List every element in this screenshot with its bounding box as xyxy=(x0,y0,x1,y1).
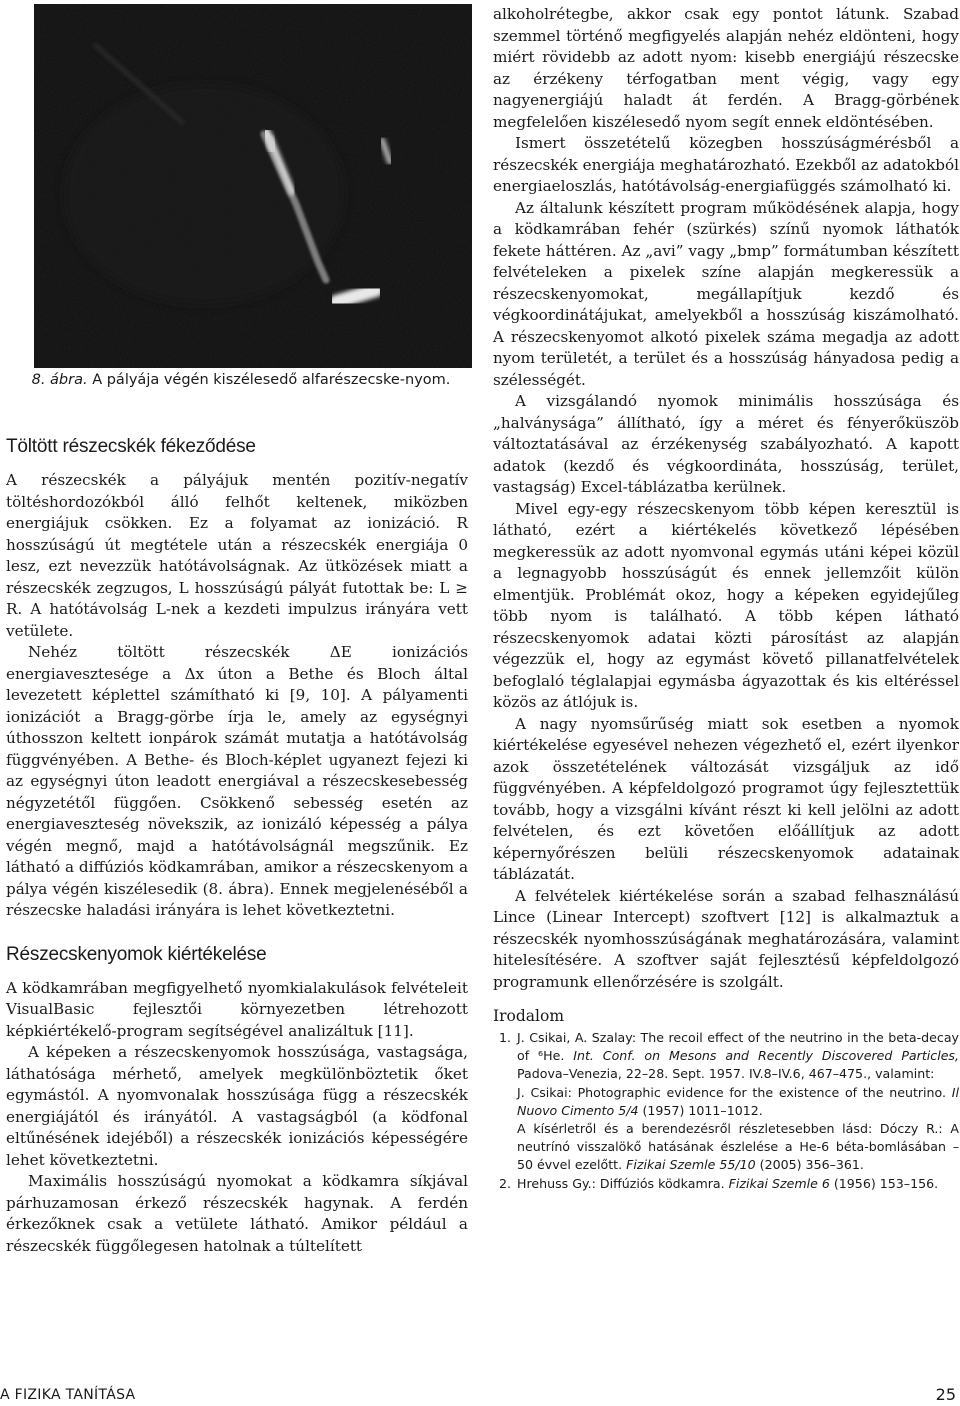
reference-source: Int. Conf. on Mesons and Recently Discovered Particles, xyxy=(573,1048,960,1064)
reference-source: Il Nuovo Cimento 5/4 xyxy=(517,1084,959,1118)
reference-item xyxy=(493,1029,959,1084)
reference-text: A kísérletről és a berendezésről részletesebben lásd: Dóczy R.: A neutrínó visszalökő hatásának észlelése a He-6 béta-bomlásában – 50 évvel ezelőtt. xyxy=(517,1121,959,1173)
section-heading-evaluation: Részecskenyomok kiértékelése xyxy=(6,943,267,965)
paragraph: Mivel egy-egy részecskenyom több képen keresztül is látható, ezért a kiértékelés következő lépésében megkeressük az adott nyomvonal egymás utáni képei közül a legnagyobb hosszúságút és ennek jellemzőit külön elmentjük. Problémát okoz, hogy a képeken egyidejűleg több nyom is található. A több képen látható részecskenyomok adatai közti párosítást az alapján végezzük el, hogy az egymást követő pillanatfelvételek befoglaló téglalapjai egymásba ágyazottak és kis eltéréssel közös az átlójuk is. xyxy=(493,499,959,711)
reference-text: J. Csikai: Photographic evidence for the existence of the neutrino. xyxy=(517,1084,952,1100)
reference-text: (2005) 356–361. xyxy=(755,1157,864,1173)
paragraph: A vizsgálandó nyomok minimális hosszúsága és „halványsága” állítható, így a méret és fényerőküszöb változtatásával az érzékenység szabályozható. A kapott adatok (kezdő és végkoordináta, hosszúság, terület, vastagság) Excel-táblázatba kerülnek. xyxy=(493,392,959,496)
alpha-track-image xyxy=(34,4,472,368)
right-column xyxy=(493,4,959,1193)
reference-number: 2. xyxy=(499,1175,512,1191)
reference-item xyxy=(493,1175,959,1193)
paragraph: Nehéz töltött részecskék ΔE ionizációs energiavesztesége a Δx úton a Bethe és Bloch által levezetett képlettel számítható ki [9, 10]. A pályamenti ionizációt a Bragg-görbe írja le, amely az egységnyi úthosszon keltett ionpárok számát mutatja a hatótávolság függvényében. A Bethe- és Bloch-képlet ugyanezt fejezi ki az egységnyi úton leadott energiával a részecskesebesség négyzetétől függően. Csökkenő sebesség esetén az energiaveszteség növekszik, az ionizáló képesség a pálya végén megnő, majd a hatótávolságnál megszűnik. Ez látható a diffúziós ködkamrában, amikor a részecskenyom a pálya végén kiszélesedik (8. ábra). Ennek megjelenéséből a részecske haladási irányára is lehet következtetni. xyxy=(6,643,468,919)
paragraph: Az általunk készített program működésének alapja, hogy a ködkamrában fehér (szürkés) színű nyomok láthatók fekete háttéren. Az „avi” vagy „bmp” formátumban készített felvételeken a pixelek színe alapján megkeressük a részecskenyomokat, megállapítjuk kezdő és végkoordinátájukat, amelyekből a hosszúság kiszámolható. A részecskenyomot alkotó pixelek száma megadja az adott nyom területét, a terület és a hosszúság hányadosa pedig a szélességét. xyxy=(493,198,959,389)
reference-source: Fizikai Szemle 6 xyxy=(728,1175,830,1191)
reference-subitem xyxy=(493,1120,959,1175)
left-text-block xyxy=(6,436,468,1257)
reference-text: (1956) 153–156. xyxy=(829,1175,939,1191)
reference-source: Fizikai Szemle 55/10 xyxy=(626,1157,756,1173)
paragraph: alkoholrétegbe, akkor csak egy pontot látunk. Szabad szemmel történő megfigyelés alapján nehéz eldönteni, hogy miért rövidebb az adott nyom: kisebb energiájú részecske az érzékeny térfogatban ment végig, vagy egy nagyenergiájú haladt át ferdén. A Bragg-görbének megfelelően kiszélesedő nyom segít ennek eldöntésében. xyxy=(493,5,959,131)
section-heading-stopping: Töltött részecskék fékeződése xyxy=(6,436,256,457)
cloud-chamber-photo xyxy=(34,4,472,368)
paragraph: A képeken a részecskenyomok hosszúsága, vastagsága, láthatósága mérhető, amelyek megkülönböztetik őket egymástól. A nyomvonalak hosszúsága függ a részecskék energiájától és irányától. A vastagságból (a ködfonal eltűnésének idejéből) a részecskék ionizációs képességére lehet következtetni. xyxy=(6,1043,468,1169)
paragraph: A felvételek kiértékelése során a szabad felhasználású Lince (Linear Intercept) szoftvert [12] is alkalmaztuk a részecskék nyomhosszúságának meghatározására, valamint hitelesítésére. A szoftver saját fejlesztésű képfeldolgozó programunk ellenőrzésére is szolgált. xyxy=(493,886,959,991)
figure-caption xyxy=(6,372,476,388)
references-list xyxy=(493,1029,959,1193)
paragraph: A részecskék a pályájuk mentén pozitív-negatív töltéshordozókból álló felhőt keltenek, miközben energiájuk csökken. Ez a folyamat az ionizáció. R hosszúságú út megtétele után a részecskék energiája 0 lesz, ezt nevezzük hatótávolságnak. Az ütközések miatt a részecskék zegzugos, L hosszúságú pályát futottak be: L ≥ R. A hatótávolság L-nek a kezdeti impulzus irányára vett vetülete. xyxy=(6,471,468,640)
reference-text: Hrehuss Gy.: Diffúziós ködkamra. xyxy=(517,1175,729,1191)
reference-subitem xyxy=(493,1084,959,1120)
paragraph: Maximális hosszúságú nyomokat a ködkamra síkjával párhuzamosan érkező részecskék hagynak. A ferdén érkezőknek csak a vetülete látható. Amikor például a részecskék függőlegesen hatolnak a túltelített xyxy=(6,1172,468,1255)
reference-number: 1. xyxy=(499,1030,512,1045)
reference-text: Padova–Venezia, 22–28. Sept. 1957. IV.8–IV.6, 467–475., valamint: xyxy=(517,1066,935,1082)
reference-text: (1957) 1011–1012. xyxy=(638,1102,763,1118)
paragraph: A ködkamrában megfigyelhető nyomkialakulások felvételeit VisualBasic fejlesztői környezetben létrehozott képkiértékelő-program segítségével analizáltuk [11]. xyxy=(6,978,468,1040)
reference-text: J. Csikai, A. Szalay: The recoil effect of the neutrino in the beta-decay of ⁶He. xyxy=(517,1030,959,1064)
paragraph: Ismert összetételű közegben hosszúságmérésből a részecskék energiája meghatározható. Ezekből az adatokból energiaeloszlás, hatótávolság-energiafüggés számolható ki. xyxy=(493,134,959,195)
references-heading: Irodalom xyxy=(493,1007,565,1025)
journal-section-name: A FIZIKA TANÍTÁSA xyxy=(0,1387,136,1403)
page-number: 25 xyxy=(935,1385,956,1404)
figure-caption-text: A pályája végén kiszélesedő alfarészecske-nyom. xyxy=(87,372,451,388)
figure-label: 8. ábra. xyxy=(31,372,88,388)
paragraph: A nagy nyomsűrűség miatt sok esetben a nyomok kiértékelése egyesével nehezen végezhető el, ezért ilyenkor azok összetételének változását vizsgáljuk az idő függvényében. A képfeldolgozó programot úgy fejlesztettük tovább, hogy a vizsgálni kívánt részt ki kell jelölni az adott felvételen, és ezt követően előállítjuk az adott képernyőrészen belüli részecskenyomok adatainak táblázatát. xyxy=(493,714,959,883)
